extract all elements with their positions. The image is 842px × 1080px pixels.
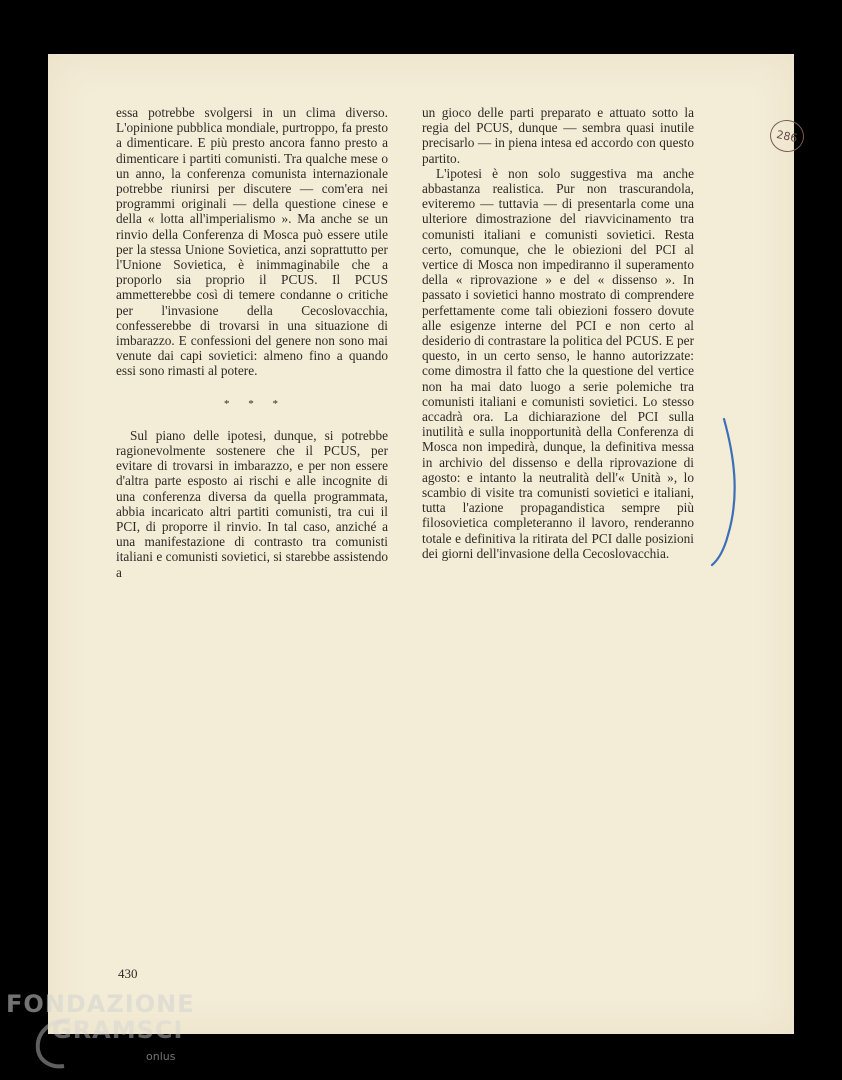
watermark-onlus: onlus	[146, 1050, 176, 1063]
right-column	[422, 105, 694, 561]
left-paragraph-1: essa potrebbe svolgersi in un clima diverso. L'opinione pubblica mondiale, purtroppo, fa presto a dimenticare. E più presto ancora fanno presto a dimenticare i partiti comunisti. Tra qualche mese o un anno, la conferenza comunista internazionale potrebbe riunirsi per discutere — com'era nei programmi originali — della questione cinese e della « lotta all'imperialismo ». Ma anche se un rinvio della Conferenza di Mosca può essere utile per la stessa Unione Sovietica, anzi soprattutto per l'Unione Sovietica, è inimmaginabile che a proporlo sia proprio il PCUS. Il PCUS ammetterebbe così di temere condanne o critiche per l'invasione della Cecoslovacchia, confesserebbe di trovarsi in una situazione di imbarazzo. E confessioni del genere non sono mai venute dai capi sovietici: almeno fino a quando essi sono rimasti al potere.	[116, 105, 388, 379]
watermark-title: FONDAZIONE	[6, 990, 195, 1018]
pen-mark-icon	[700, 415, 750, 575]
page-number: 430	[118, 966, 138, 981]
right-paragraph-2: L'ipotesi è non solo suggestiva ma anche abbastanza realistica. Pur non trascurandola, eviteremo — tuttavia — di presentarla come una ulteriore dimostrazione del riavvicinamento tra comunisti italiani e comunisti sovietici. Resta certo, comunque, che le obiezioni del PCI al vertice di Mosca non impediranno il superamento della « riprovazione » e del « dissenso ». In passato i sovietici hanno mostrato di comprendere perfettamente come tali obiezioni fossero dovute alle esigenze interne del PCI e non certo al desiderio di contrastare la politica del PCUS. E per questo, in un certo senso, le hanno autorizzate: come dimostra il fatto che la questione del vertice non ha mai dato luogo a serie polemiche tra comunisti italiani e comunisti sovietici. Lo stesso accadrà ora. La dichiarazione del PCI sulla inutilità e sulla inopportunità della Conferenza di Mosca non impedirà, dunque, la definitiva messa in archivio del dissenso e della riprovazione di agosto: e intanto la neutralità dell'« Unità », lo scambio di visite tra comunisti sovietici e italiani, tutta l'azione propagandistica sempre più filosovietica completeranno il lavoro, renderanno totale e definitiva la ritirata del PCI dalle posizioni dei giorni dell'invasione della Cecoslovacchia.	[422, 165, 694, 561]
left-column	[116, 105, 388, 580]
left-paragraph-2: Sul piano delle ipotesi, dunque, si potrebbe ragionevolmente sostenere che il PCUS, per evitare di trovarsi in imbarazzo, e per non essere d'altra parte esposto ai rischi e alle incognite di una conferenza diversa da quella programmata, abbia incaricato altri partiti comunisti, tra cui il PCI, di proporre il rinvio. In tal caso, anziché a una manifestazione di contrasto tra comunisti italiani e comunisti sovietici, si starebbe assistendo a	[116, 427, 388, 580]
archive-stamp-number: 286	[775, 127, 799, 145]
archive-stamp	[767, 117, 807, 155]
right-paragraph-1: un gioco delle parti preparato e attuato sotto la regia del PCUS, dunque — sembra quasi inutile precisarlo — in piena intesa ed accordo con questo partito.	[422, 105, 694, 166]
section-separator: * * *	[224, 397, 286, 410]
watermark-subtitle: GRAMSCI	[52, 1016, 184, 1044]
